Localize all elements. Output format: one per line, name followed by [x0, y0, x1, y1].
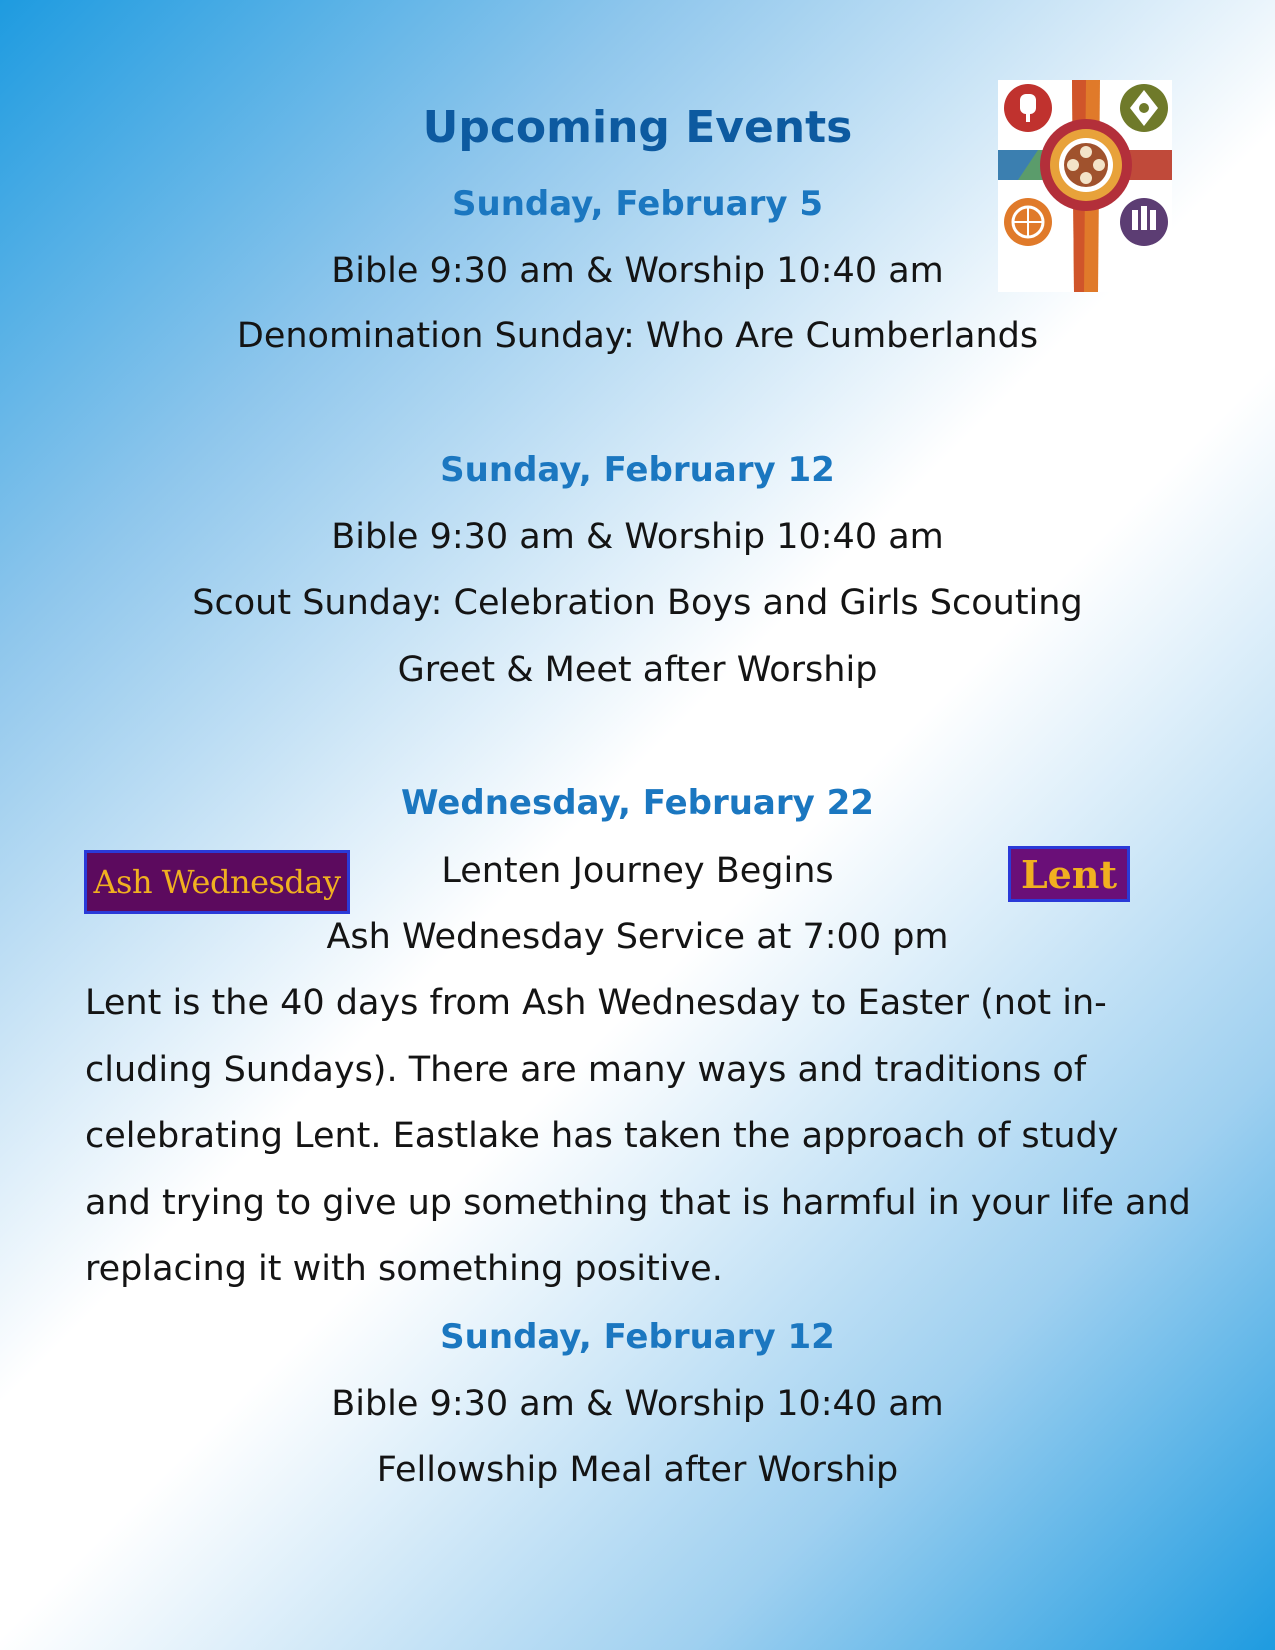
ash-wednesday-badge [84, 850, 350, 914]
event-line: Bible 9:30 am & Worship 10:40 am [331, 1384, 944, 1424]
event-line: Bible 9:30 am & Worship 10:40 am [331, 251, 944, 291]
event-line: Scout Sunday: Celebration Boys and Girls Scouting [192, 583, 1083, 623]
ash-wednesday-badge-label: Ash Wednesday [93, 863, 341, 901]
event-line: Fellowship Meal after Worship [376, 1450, 899, 1490]
event-date-heading: Sunday, February 12 [440, 450, 835, 490]
event-line: Bible 9:30 am & Worship 10:40 am [331, 517, 944, 557]
cross-emblem-icon [998, 80, 1172, 292]
lent-badge-label: Lent [1020, 851, 1118, 897]
event-line: Ash Wednesday Service at 7:00 pm [326, 917, 949, 957]
page-title: Upcoming Events [422, 102, 853, 153]
event-date-heading: Sunday, February 12 [440, 1317, 835, 1357]
event-line: Denomination Sunday: Who Are Cumberlands [236, 316, 1039, 356]
event-date-heading: Sunday, February 5 [452, 184, 823, 224]
event-date-heading: Wednesday, February 22 [401, 783, 874, 823]
lent-description: Lent is the 40 days from Ash Wednesday to Easter (not in-cluding Sundays). There are many ways and traditions of celebrating Lent. Eastlake has taken the approach of study and trying to give up something that is harmful in your life and replacing it with something positive. [85, 983, 1191, 1289]
lent-badge [1008, 846, 1130, 902]
event-line: Lenten Journey Begins [441, 851, 834, 891]
event-line: Greet & Meet after Worship [397, 650, 878, 690]
